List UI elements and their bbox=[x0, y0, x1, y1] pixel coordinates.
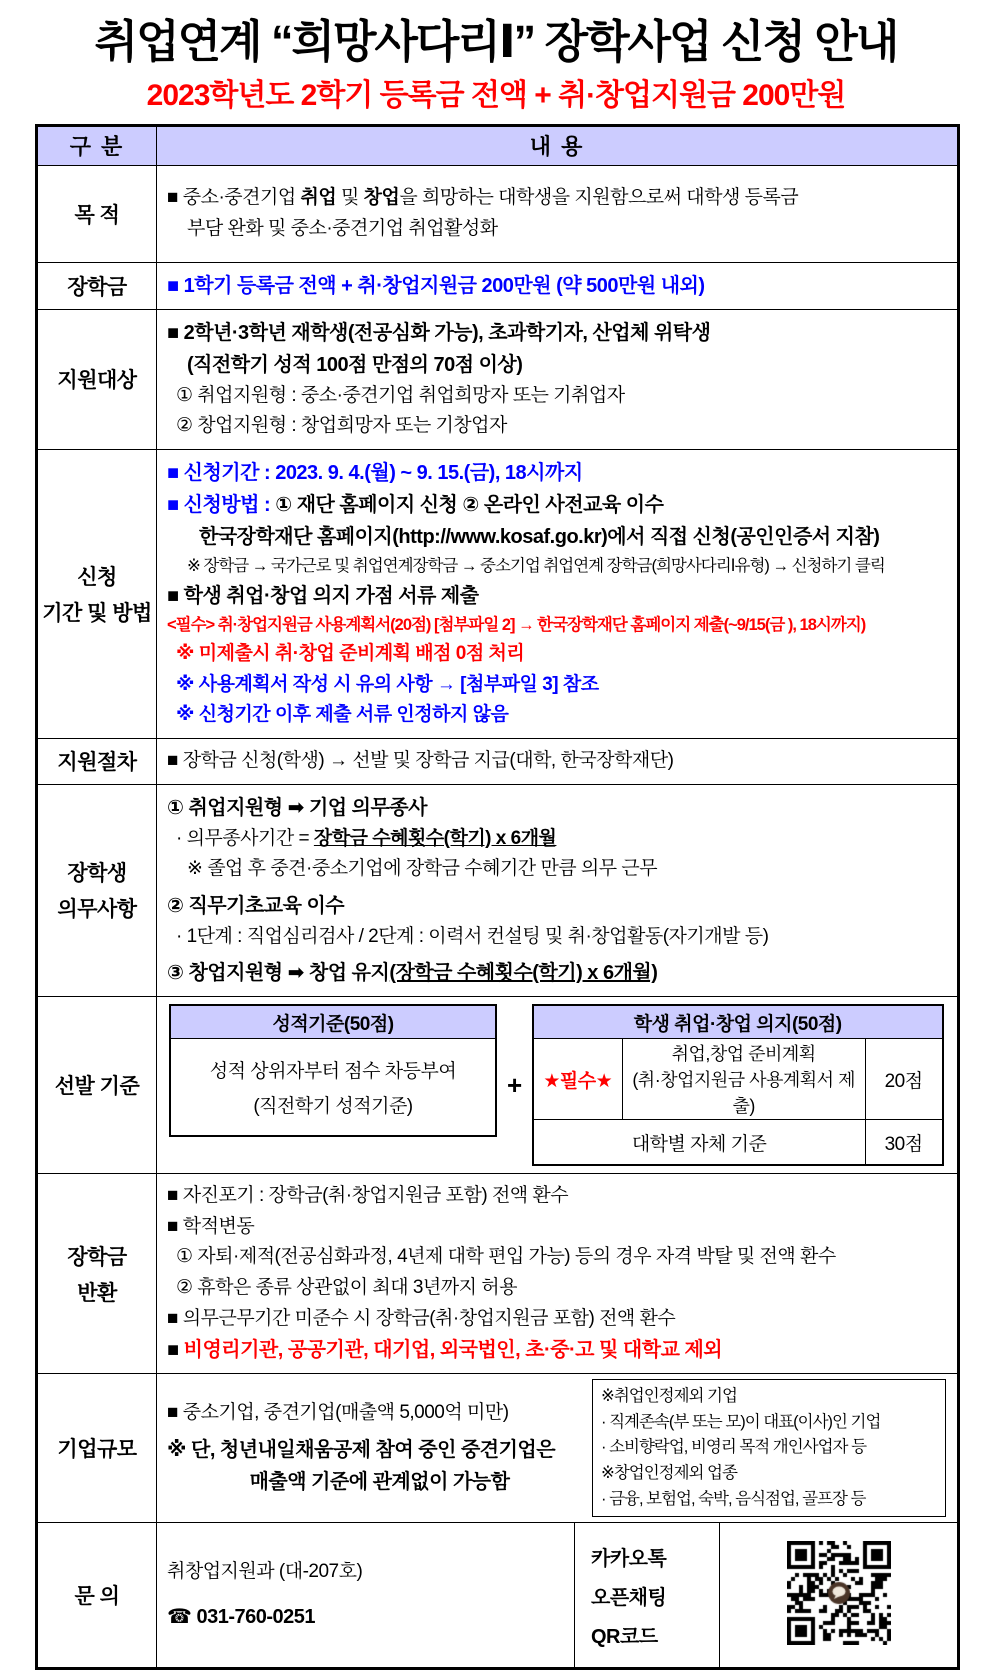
contact-phone-line bbox=[167, 1603, 566, 1631]
plus-sign: + bbox=[507, 1069, 522, 1100]
phone-icon: ☎ bbox=[167, 1606, 192, 1629]
will-univ-desc: 대학별 자체 기준 bbox=[533, 1120, 865, 1166]
refund-line-6: ■ 비영리기관, 공공기관, 대기업, 외국법인, 초·중·고 및 대학교 제외 bbox=[167, 1339, 723, 1362]
exclusion-line-3: · 소비향락업, 비영리 목적 개인사업자 등 bbox=[601, 1438, 867, 1457]
apply-line-deadline: ※ 신청기간 이후 제출 서류 인정하지 않음 bbox=[176, 704, 509, 726]
company-content bbox=[157, 1374, 959, 1523]
row-procedure bbox=[37, 738, 959, 784]
will-criteria-table bbox=[532, 1004, 944, 1166]
company-layout bbox=[167, 1379, 949, 1517]
header-content: 내 용 bbox=[157, 125, 959, 165]
apply-line-penalty: ※ 미제출시 취·창업 준비계획 배점 0점 처리 bbox=[176, 643, 525, 665]
selection-content bbox=[157, 997, 959, 1174]
apply-line-required: <필수> 취·창업지원금 사용계획서(20점) [첨부파일 2] → 한국장학재단 홈페이지 제출(~9/15(금 ), 18시까지) bbox=[167, 616, 866, 635]
row-contact bbox=[37, 1523, 959, 1669]
apply-line-site: 한국장학재단 홈페이지(http://www.kosaf.go.kr)에서 직접 신청(공인인증서 지참) bbox=[199, 525, 880, 548]
target-line-2: (직전학기 성적 100점 만점의 70점 이상) bbox=[187, 353, 523, 376]
apply-line-path: ※ 장학금 → 국가근로 및 취업연계장학금 → 중소기업 취업연계 장학금(희망사다리Ⅰ유형) → 신청하기 클릭 bbox=[187, 556, 885, 575]
apply-content bbox=[157, 449, 959, 738]
apply-line-method: ■ 신청방법 : ① 재단 홈페이지 신청 ② 온라인 사전교육 이수 bbox=[167, 493, 664, 516]
company-main bbox=[167, 1396, 592, 1500]
duty-line-4: ② 직무기초교육 이수 bbox=[167, 894, 345, 917]
qr-cell bbox=[720, 1523, 959, 1669]
contact-phone-number: 031-760-0251 bbox=[196, 1606, 316, 1629]
company-exclusion-box bbox=[592, 1379, 946, 1517]
grade-header: 성적기준(50점) bbox=[170, 1005, 496, 1039]
grade-criteria-table bbox=[169, 1004, 497, 1137]
row-selection bbox=[37, 997, 959, 1174]
scholarship-line: ■ 1학기 등록금 전액 + 취·창업지원금 200만원 (약 500만원 내외) bbox=[167, 274, 705, 297]
kakao-line-1: 카카오톡 bbox=[591, 1547, 667, 1570]
refund-content bbox=[157, 1174, 959, 1374]
duty-line-3: ※ 졸업 후 중견·중소기업에 장학금 수혜기간 만큼 의무 근무 bbox=[187, 858, 658, 880]
exclusion-line-2: · 직계존속(부 또는 모)이 대표(이사)인 기업 bbox=[601, 1412, 881, 1431]
will-required-badge: ★필수★ bbox=[533, 1039, 623, 1120]
scholarship-label: 장학금 bbox=[37, 262, 157, 309]
refund-line-4: ② 휴학은 종류 상관없이 최대 3년까지 허용 bbox=[176, 1277, 517, 1299]
kakao-line-3: QR코드 bbox=[591, 1625, 658, 1648]
duty-line-6: ③ 창업지원형 ➡ 창업 유지(장학금 수혜횟수(학기) x 6개월) bbox=[167, 962, 658, 985]
company-line-1: ■ 중소기업, 중견기업(매출액 5,000억 미만) bbox=[167, 1402, 509, 1424]
selection-layout bbox=[167, 1002, 949, 1168]
duty-line-2: · 의무종사기간 = 장학금 수혜횟수(학기) x 6개월 bbox=[176, 827, 557, 849]
refund-line-1: ■ 자진포기 : 장학금(취·창업지원금 포함) 전액 환수 bbox=[167, 1185, 569, 1207]
page-subtitle: 2023학년도 2학기 등록금 전액 + 취·창업지원금 200만원 bbox=[146, 78, 846, 112]
grade-body: 성적 상위자부터 점수 차등부여 (직전학기 성적기준) bbox=[170, 1039, 496, 1137]
kakao-line-2: 오픈채팅 bbox=[591, 1586, 667, 1609]
target-line-1: ■ 2학년·3학년 재학생(전공심화 가능), 초과학기자, 산업체 위탁생 bbox=[167, 321, 711, 344]
page-title: 취업연계 “희망사다리Ⅰ” 장학사업 신청 안내 bbox=[94, 16, 898, 67]
exclusion-line-5: · 금융, 보험업, 숙박, 음식점업, 골프장 등 bbox=[601, 1489, 866, 1508]
duty-line-1: ① 취업지원형 ➡ 기업 의무종사 bbox=[167, 796, 427, 819]
header-category: 구 분 bbox=[37, 125, 157, 165]
refund-line-3: ① 자퇴·제적(전공심화과정, 4년제 대학 편입 가능) 등의 경우 자격 박탈 및 전액 환수 bbox=[176, 1246, 836, 1268]
contact-dept: 취창업지원과 (대-207호) bbox=[167, 1560, 363, 1582]
will-plan-score: 20점 bbox=[865, 1039, 943, 1120]
main-table bbox=[35, 124, 960, 1670]
row-target bbox=[37, 309, 959, 449]
exclusion-line-4: ※창업인정제외 업종 bbox=[601, 1463, 737, 1482]
company-line-3: 매출액 기준에 관계없이 가능함 bbox=[249, 1470, 510, 1493]
refund-line-5: ■ 의무근무기간 미준수 시 장학금(취·창업지원금 포함) 전액 환수 bbox=[167, 1307, 676, 1329]
header-row bbox=[37, 125, 959, 165]
row-purpose bbox=[37, 165, 959, 262]
row-duty bbox=[37, 784, 959, 997]
procedure-line: ■ 장학금 신청(학생) → 선발 및 장학금 지급(대학, 한국장학재단) bbox=[167, 749, 674, 771]
row-apply bbox=[37, 449, 959, 738]
duty-label: 장학생 의무사항 bbox=[37, 784, 157, 997]
refund-label: 장학금 반환 bbox=[37, 1174, 157, 1374]
will-header: 학생 취업·창업 의지(50점) bbox=[533, 1005, 943, 1039]
target-label: 지원대상 bbox=[37, 309, 157, 449]
row-refund bbox=[37, 1174, 959, 1374]
qr-code bbox=[787, 1541, 891, 1645]
target-line-4: ② 창업지원형 : 창업희망자 또는 기창업자 bbox=[176, 415, 507, 437]
purpose-content bbox=[157, 165, 959, 262]
apply-line-docs: ■ 학생 취업·창업 의지 가점 서류 제출 bbox=[167, 585, 479, 608]
contact-label: 문 의 bbox=[37, 1523, 157, 1669]
purpose-label: 목 적 bbox=[37, 165, 157, 262]
will-plan-desc: 취업,창업 준비계획 (취·창업지원금 사용계획서 제출) bbox=[622, 1039, 865, 1120]
purpose-line-2: 부담 완화 및 중소·중견기업 취업활성화 bbox=[187, 217, 498, 239]
will-univ-score: 30점 bbox=[865, 1120, 943, 1166]
duty-content bbox=[157, 784, 959, 997]
row-company bbox=[37, 1374, 959, 1523]
apply-line-period: ■ 신청기간 : 2023. 9. 4.(월) ~ 9. 15.(금), 18시까지 bbox=[167, 461, 583, 484]
apply-label: 신청 기간 및 방법 bbox=[37, 449, 157, 738]
refund-line-2: ■ 학적변동 bbox=[167, 1215, 255, 1237]
row-scholarship bbox=[37, 262, 959, 309]
contact-content bbox=[157, 1523, 575, 1669]
scholarship-content bbox=[157, 262, 959, 309]
apply-line-caution: ※ 사용계획서 작성 시 유의 사항 → [첨부파일 3] 참조 bbox=[176, 673, 599, 695]
procedure-label: 지원절차 bbox=[37, 738, 157, 784]
procedure-content bbox=[157, 738, 959, 784]
exclusion-line-1: ※취업인정제외 기업 bbox=[601, 1387, 737, 1406]
duty-line-5: · 1단계 : 직업심리검사 / 2단계 : 이력서 컨설팅 및 취·창업활동(자기개발 등) bbox=[176, 925, 769, 947]
purpose-line-1: ■ 중소·중견기업 취업 및 창업을 희망하는 대학생을 지원함으로써 대학생 등록금 bbox=[167, 187, 799, 209]
company-line-2: ※ 단, 청년내일채움공제 참여 중인 중견기업은 bbox=[167, 1438, 556, 1461]
selection-label: 선발 기준 bbox=[37, 997, 157, 1174]
kakao-cell bbox=[575, 1523, 720, 1669]
target-content bbox=[157, 309, 959, 449]
target-line-3: ① 취업지원형 : 중소·중견기업 취업희망자 또는 기취업자 bbox=[176, 384, 625, 406]
company-label: 기업규모 bbox=[37, 1374, 157, 1523]
